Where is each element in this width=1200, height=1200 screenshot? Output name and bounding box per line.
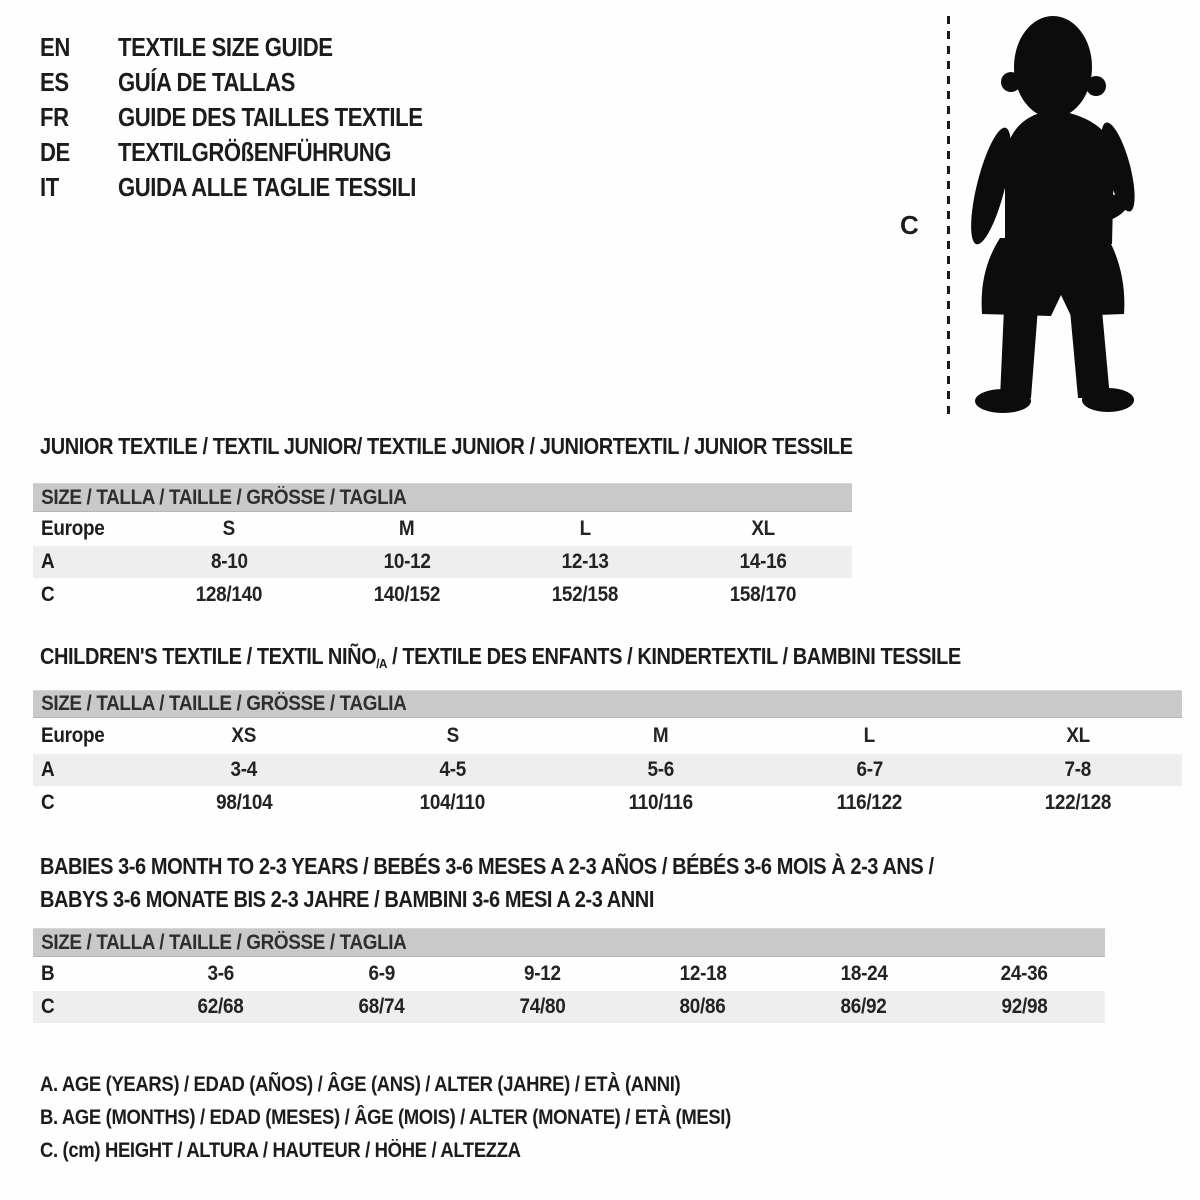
age-cell: 5-6 — [647, 758, 675, 781]
table-row — [33, 786, 1182, 820]
age-cell: 4-5 — [439, 758, 466, 781]
size-header-label: SIZE / TALLA / TAILLE / GRÖSSE / TAGLIA — [41, 485, 407, 509]
age-cell: 10-12 — [383, 550, 431, 573]
table-row — [33, 718, 1182, 754]
row-label: C — [41, 995, 55, 1018]
size-cell: S — [446, 724, 459, 747]
size-cell: XL — [1066, 724, 1090, 747]
row-label: A — [41, 550, 55, 573]
table-row — [33, 991, 1105, 1023]
children-title-subscript: /A — [376, 655, 387, 671]
age-cell: 3-6 — [207, 962, 234, 985]
height-cell: 122/128 — [1044, 791, 1112, 814]
junior-section-title: JUNIOR TEXTILE / TEXTIL JUNIOR/ TEXTILE JUNIOR / JUNIORTEXTIL / JUNIOR TESSILE — [40, 433, 853, 459]
size-cell: XS — [231, 724, 257, 747]
row-label: C — [41, 791, 55, 814]
height-cell: 128/140 — [195, 583, 263, 606]
height-measure-dashed-line — [947, 16, 950, 416]
row-label: Europe — [41, 517, 105, 540]
legend-line-a: A. AGE (YEARS) / EDAD (AÑOS) / ÂGE (ANS) / ALTER (JAHRE) / ETÀ (ANNI) — [40, 1073, 681, 1096]
language-code: FR — [40, 102, 69, 132]
children-section-title — [40, 643, 961, 670]
table-row — [33, 957, 1105, 991]
row-label: C — [41, 583, 55, 606]
size-cell: M — [653, 724, 669, 747]
language-code: IT — [40, 172, 59, 202]
height-cell: 104/110 — [419, 791, 486, 814]
height-cell: 158/170 — [729, 583, 797, 606]
age-cell: 18-24 — [840, 962, 888, 985]
height-cell: 152/158 — [551, 583, 619, 606]
size-cell: M — [399, 517, 415, 540]
language-title: TEXTILE SIZE GUIDE — [118, 32, 333, 62]
size-header-label: SIZE / TALLA / TAILLE / GRÖSSE / TAGLIA — [41, 930, 407, 954]
size-header-band — [33, 483, 852, 512]
language-title-list — [40, 30, 476, 205]
row-label: B — [41, 962, 55, 985]
size-header-band — [33, 690, 1182, 718]
children-size-table — [33, 690, 1182, 820]
children-title-pre: CHILDREN'S TEXTILE / TEXTIL NIÑO — [40, 643, 377, 669]
language-title: GUÍA DE TALLAS — [118, 67, 295, 97]
language-row — [40, 30, 476, 65]
table-row — [33, 546, 852, 578]
babies-size-table — [33, 928, 1105, 1023]
age-cell: 9-12 — [523, 962, 561, 985]
language-title: GUIDA ALLE TAGLIE TESSILI — [118, 172, 416, 202]
height-cell: 116/122 — [836, 791, 903, 814]
size-cell: XL — [751, 517, 775, 540]
size-cell: S — [222, 517, 236, 540]
legend-line-c: C. (cm) HEIGHT / ALTURA / HAUTEUR / HÖHE / ALTEZZA — [40, 1139, 521, 1162]
language-row — [40, 100, 476, 135]
age-cell: 12-18 — [679, 962, 727, 985]
children-title-post: / TEXTILE DES ENFANTS / KINDERTEXTIL / BAMBINI TESSILE — [386, 643, 961, 669]
language-row — [40, 135, 476, 170]
language-title: GUIDE DES TAILLES TEXTILE — [118, 102, 423, 132]
height-cell: 140/152 — [373, 583, 441, 606]
babies-title-line2: BABYS 3-6 MONATE BIS 2-3 JAHRE / BAMBINI 3-6 MESI A 2-3 ANNI — [40, 886, 654, 912]
language-title: TEXTILGRÖßENFÜHRUNG — [118, 137, 392, 167]
age-cell: 8-10 — [210, 550, 248, 573]
height-cell: 80/86 — [679, 995, 726, 1018]
size-header-band — [33, 928, 1105, 957]
size-header-label: SIZE / TALLA / TAILLE / GRÖSSE / TAGLIA — [41, 692, 407, 715]
language-code: ES — [40, 67, 69, 97]
height-cell: 68/74 — [358, 995, 405, 1018]
language-row — [40, 170, 476, 205]
height-measure-label: C — [900, 210, 919, 240]
age-cell: 6-9 — [367, 962, 395, 985]
table-row — [33, 512, 852, 546]
age-cell: 12-13 — [561, 550, 609, 573]
age-cell: 6-7 — [856, 758, 883, 781]
age-cell: 14-16 — [739, 550, 787, 573]
babies-section-title — [40, 850, 934, 916]
language-code: DE — [40, 137, 70, 167]
height-cell: 74/80 — [519, 995, 566, 1018]
row-label: Europe — [41, 724, 105, 747]
age-cell: 7-8 — [1064, 758, 1092, 781]
language-code: EN — [40, 32, 70, 62]
row-label: A — [41, 758, 55, 781]
babies-title-line1: BABIES 3-6 MONTH TO 2-3 YEARS / BEBÉS 3-6 MESES A 2-3 AÑOS / BÉBÉS 3-6 MOIS À 2-3 ANS / — [40, 853, 934, 879]
height-cell: 110/116 — [628, 791, 694, 814]
junior-size-table — [33, 483, 852, 612]
height-cell: 86/92 — [840, 995, 887, 1018]
age-cell: 3-4 — [230, 758, 258, 781]
size-cell: L — [863, 724, 876, 747]
height-cell: 98/104 — [216, 791, 273, 814]
toddler-silhouette-icon — [958, 12, 1143, 422]
legend-line-b: B. AGE (MONTHS) / EDAD (MESES) / ÂGE (MOIS) / ALTER (MONATE) / ETÀ (MESI) — [40, 1106, 731, 1129]
height-cell: 62/68 — [197, 995, 244, 1018]
language-row — [40, 65, 476, 100]
size-cell: L — [579, 517, 591, 540]
table-row — [33, 578, 852, 612]
table-row — [33, 754, 1182, 786]
height-cell: 92/98 — [1001, 995, 1048, 1018]
age-cell: 24-36 — [1001, 962, 1049, 985]
